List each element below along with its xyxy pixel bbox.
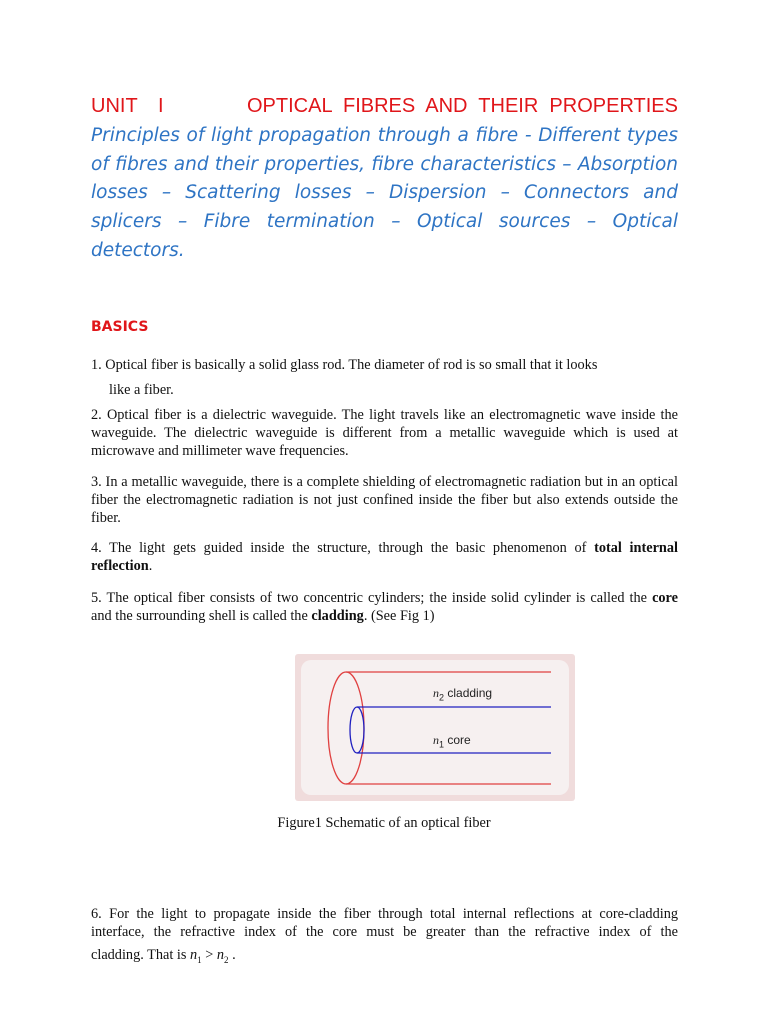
paragraph-5-text-2: and the surrounding shell is called the bbox=[91, 608, 312, 624]
fiber-figure bbox=[295, 654, 575, 801]
paragraph-6-line-2: interface, the refractive index of the core must be greater than the refractive index of the bbox=[91, 924, 678, 940]
n-symbol-2: n bbox=[216, 947, 225, 963]
paragraph-5-core: core bbox=[652, 590, 678, 606]
syllabus-line-3: losses – Scattering losses – Dispersion – Connectors and bbox=[91, 182, 678, 203]
section-title: BASICS bbox=[91, 319, 149, 335]
cladding-symbol: n bbox=[433, 686, 439, 700]
paragraph-2: 2. Optical fiber is a dielectric waveguide. The light travels like an electromagnetic wave inside the waveguide. The dielectric waveguide is different from a metallic waveguide which is used at microwave and millimeter wave frequencies. bbox=[91, 407, 678, 459]
cladding-text: cladding bbox=[447, 686, 493, 700]
syllabus-line-1: Principles of light propagation through a fibre - Different types bbox=[91, 125, 678, 146]
paragraph-4-end: . bbox=[148, 558, 153, 574]
unit-word: UNIT bbox=[91, 95, 138, 117]
paragraph-4-bold: total internal reflection bbox=[91, 540, 678, 574]
cladding-label bbox=[433, 686, 492, 702]
syllabus-line-2: of fibres and their properties, fibre characteristics – Absorption bbox=[91, 154, 678, 175]
figure-caption: Figure1 Schematic of an optical fiber bbox=[277, 815, 491, 831]
core-end-ellipse bbox=[350, 707, 364, 753]
n-subscript-2: 2 bbox=[224, 954, 229, 965]
syllabus-line-4: splicers – Fibre termination – Optical sources – Optical bbox=[91, 211, 678, 232]
paragraph-6-line-1: 6. For the light to propagate inside the fiber through total internal reflections at core-cladding bbox=[91, 906, 678, 922]
fiber-diagram bbox=[295, 654, 575, 801]
unit-numeral: I bbox=[158, 95, 164, 117]
paragraph-5 bbox=[91, 589, 678, 625]
cladding-subscript: 2 bbox=[439, 692, 445, 703]
paragraph-1-line-1: 1. Optical fiber is basically a solid glass rod. The diameter of rod is so small that it looks bbox=[91, 357, 598, 373]
paragraph-6 bbox=[91, 905, 678, 969]
core-label bbox=[433, 733, 471, 749]
unit-heading bbox=[91, 95, 678, 121]
paragraph-4-text: 4. The light gets guided inside the structure, through the basic phenomenon of bbox=[91, 540, 595, 556]
paragraph-6-text: cladding. That is bbox=[91, 947, 191, 963]
syllabus-line-5: detectors. bbox=[91, 240, 185, 261]
core-text: core bbox=[447, 733, 471, 747]
paragraph-5-cladding: cladding bbox=[311, 608, 364, 624]
paragraph-6-end: . bbox=[228, 947, 236, 963]
paragraph-5-text-3: . (See Fig 1) bbox=[363, 608, 435, 624]
unit-title: OPTICAL FIBRES AND THEIR PROPERTIES bbox=[247, 95, 678, 117]
core-symbol: n bbox=[433, 733, 439, 747]
cladding-end-ellipse bbox=[328, 672, 364, 784]
paragraph-5-text-1: 5. The optical fiber consists of two concentric cylinders; the inside solid cylinder is called the bbox=[91, 590, 653, 606]
core-subscript: 1 bbox=[439, 739, 445, 750]
greater-than-sign: > bbox=[201, 947, 217, 963]
paragraph-1-line-2: like a fiber. bbox=[109, 382, 174, 398]
paragraph-6-line-3 bbox=[91, 946, 678, 969]
paragraph-1 bbox=[91, 356, 678, 399]
paragraph-4 bbox=[91, 539, 678, 575]
n-subscript-1: 1 bbox=[197, 954, 202, 965]
paragraph-3: 3. In a metallic waveguide, there is a complete shielding of electromagnetic radiation but in an optical fiber the electromagnetic radiation is not just confined inside the fiber but also extends outside the fiber. bbox=[91, 474, 678, 526]
n-symbol-1: n bbox=[190, 947, 198, 963]
